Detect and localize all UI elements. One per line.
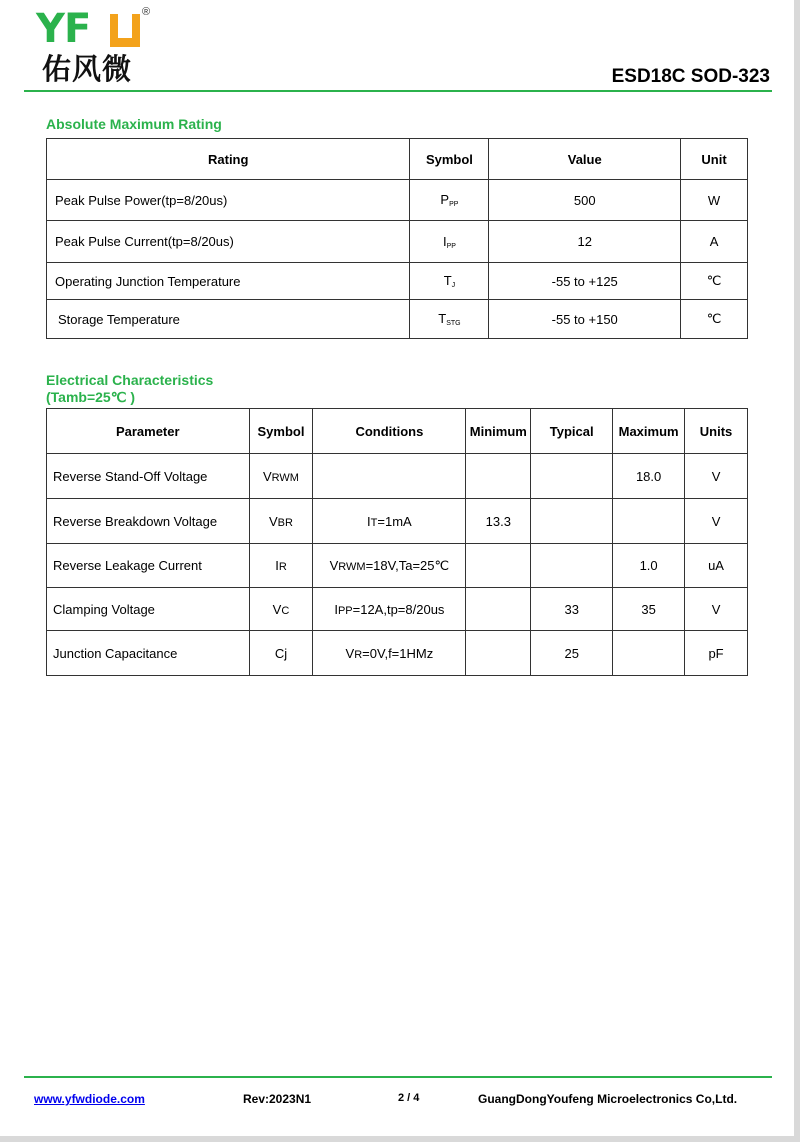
amr-unit: A: [681, 221, 748, 263]
ec-maximum: 35: [613, 588, 685, 631]
ec-parameter: Junction Capacitance: [47, 631, 250, 676]
ec-header-maximum: Maximum: [613, 409, 685, 454]
ec-units: pF: [685, 631, 748, 676]
company-name: GuangDongYoufeng Microelectronics Co,Ltd.: [478, 1092, 738, 1106]
ec-maximum: [613, 499, 685, 544]
page-edge: [794, 0, 800, 1142]
amr-unit: ℃: [681, 263, 748, 300]
ec-header-symbol: Symbol: [249, 409, 313, 454]
ec-symbol: Cj: [249, 631, 313, 676]
table-row: [47, 499, 748, 544]
amr-header-row: [47, 139, 748, 180]
table-row: [47, 544, 748, 588]
ec-units: uA: [685, 544, 748, 588]
ec-title: Electrical Characteristics: [46, 372, 214, 388]
revision: Rev:2023N1: [243, 1092, 312, 1106]
page-bottom-edge: [0, 1136, 800, 1142]
ec-typical: [531, 544, 613, 588]
website-link[interactable]: www.yfwdiode.com: [34, 1092, 145, 1106]
ec-header-conditions: Conditions: [313, 409, 466, 454]
logo-u-glyph: [110, 14, 140, 47]
amr-unit: ℃: [681, 300, 748, 339]
logo-chinese: 佑风微: [42, 52, 133, 86]
table-row: [47, 631, 748, 676]
ec-typical: 25: [531, 631, 613, 676]
ec-symbol: VBR: [249, 499, 313, 544]
ec-header-parameter: Parameter: [47, 409, 250, 454]
ec-typical: [531, 454, 613, 499]
amr-header-value: Value: [489, 139, 681, 180]
ec-minimum: [466, 631, 531, 676]
ec-minimum: [466, 588, 531, 631]
amr-header-unit: Unit: [681, 139, 748, 180]
footer-divider: [24, 1076, 772, 1078]
amr-symbol: $P_{PP}$: [410, 180, 489, 221]
amr-rating: Peak Pulse Current(tp=8/20us): [47, 221, 410, 263]
ec-header-row: [47, 409, 748, 454]
amr-value: 12: [489, 221, 681, 263]
ec-table: [46, 408, 748, 676]
amr-value: -55 to +125: [489, 263, 681, 300]
table-row: [47, 263, 748, 300]
amr-header-symbol: Symbol: [410, 139, 489, 180]
amr-rating: Operating Junction Temperature: [47, 263, 410, 300]
table-row: [47, 454, 748, 499]
ec-parameter: Reverse Leakage Current: [47, 544, 250, 588]
header-divider: [24, 90, 772, 92]
ec-maximum: [613, 631, 685, 676]
ec-typical: 33: [531, 588, 613, 631]
ec-minimum: [466, 454, 531, 499]
ec-symbol: VRWM: [249, 454, 313, 499]
amr-title: Absolute Maximum Rating: [46, 116, 222, 132]
amr-symbol: $T_{STG}$: [410, 300, 489, 339]
amr-table: [46, 138, 748, 339]
amr-value: 500: [489, 180, 681, 221]
logo-registered-mark: ®: [142, 6, 151, 18]
ec-symbol: IR: [249, 544, 313, 588]
ec-units: V: [685, 499, 748, 544]
amr-symbol: $I_{PP}$: [410, 221, 489, 263]
ec-conditions: IT=1mA: [313, 499, 466, 544]
ec-symbol: VC: [249, 588, 313, 631]
amr-header-rating: Rating: [47, 139, 410, 180]
ec-conditions: IPP=12A,tp=8/20us: [313, 588, 466, 631]
ec-parameter: Clamping Voltage: [47, 588, 250, 631]
table-row: [47, 221, 748, 263]
ec-units: V: [685, 454, 748, 499]
ec-parameter: Reverse Breakdown Voltage: [47, 499, 250, 544]
table-row: [47, 180, 748, 221]
ec-parameter: Reverse Stand-Off Voltage: [47, 454, 250, 499]
company-logo: [36, 6, 156, 88]
ec-typical: [531, 499, 613, 544]
ec-header-typical: Typical: [531, 409, 613, 454]
ec-conditions: VRWM=18V,Ta=25℃: [313, 544, 466, 588]
amr-value: -55 to +150: [489, 300, 681, 339]
part-title: ESD18C SOD-323: [611, 66, 770, 87]
ec-conditions: VR=0V,f=1HMz: [313, 631, 466, 676]
amr-rating: Storage Temperature: [47, 300, 410, 339]
table-row: [47, 300, 748, 339]
ec-maximum: 18.0: [613, 454, 685, 499]
ec-header-minimum: Minimum: [466, 409, 531, 454]
ec-minimum: [466, 544, 531, 588]
ec-header-units: Units: [685, 409, 748, 454]
page-number: 2 / 4: [398, 1092, 420, 1104]
logo-latin: YF: [36, 6, 91, 52]
ec-conditions: [313, 454, 466, 499]
amr-symbol: $T_J$: [410, 263, 489, 300]
ec-subtitle: (Tamb=25℃ ): [46, 389, 135, 405]
amr-unit: W: [681, 180, 748, 221]
ec-maximum: 1.0: [613, 544, 685, 588]
table-row: [47, 588, 748, 631]
amr-rating: Peak Pulse Power(tp=8/20us): [47, 180, 410, 221]
ec-units: V: [685, 588, 748, 631]
ec-minimum: 13.3: [466, 499, 531, 544]
